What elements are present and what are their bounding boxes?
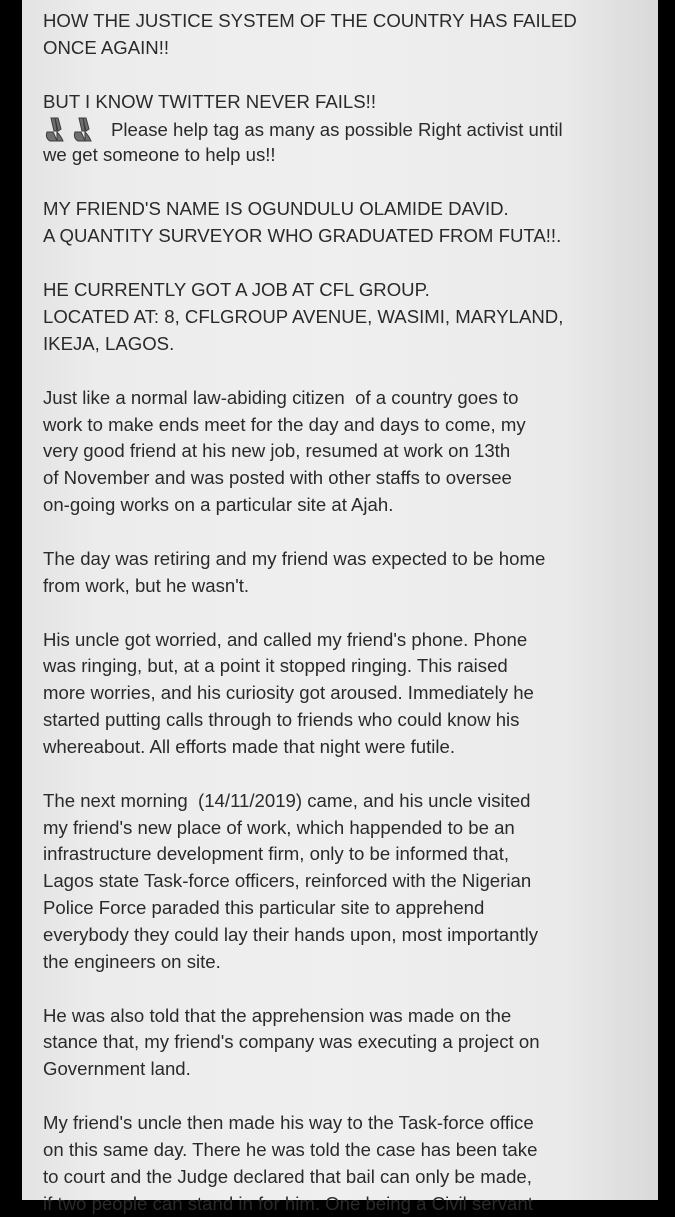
post-line: LOCATED AT: 8, CFLGROUP AVENUE, WASIMI, MARYLAND,: [43, 305, 564, 327]
post-paragraph-9: [43, 1003, 651, 1083]
post-line: Government land.: [43, 1058, 191, 1080]
post-line: Police Force paraded this particular site to apprehend: [43, 897, 485, 919]
post-line: [43, 116, 651, 143]
post-line: Just like a normal law-abiding citizen of a country goes to: [43, 386, 519, 408]
post-line: ONCE AGAIN!!: [43, 36, 170, 58]
post-line: from work, but he wasn't.: [43, 574, 250, 596]
post-paragraph-6: [43, 546, 651, 600]
post-line: we get someone to help us!!: [43, 144, 276, 166]
post-line: MY FRIEND'S NAME IS OGUNDULU OLAMIDE DAVID.: [43, 198, 509, 220]
post-paragraph-2: [43, 89, 651, 169]
post-line: on this same day. There he was told the case has been take: [43, 1138, 538, 1160]
post-line: Lagos state Task-force officers, reinforced with the Nigerian: [43, 870, 532, 892]
folded-hands-icon: [43, 116, 105, 142]
post-text: Please help tag as many as possible Right activist until: [111, 118, 563, 140]
post-line: started putting calls through to friends who could know his: [43, 709, 520, 731]
post-line: infrastructure development firm, only to be informed that,: [43, 843, 510, 865]
post-line: He was also told that the apprehension was made on the: [43, 1004, 512, 1026]
post-line: A QUANTITY SURVEYOR WHO GRADUATED FROM FUTA!!.: [43, 225, 562, 247]
post-screen: [22, 0, 658, 1214]
post-line: everybody they could lay their hands upon, most importantly: [43, 923, 539, 945]
post-body: [43, 8, 651, 1217]
post-line: my friend's new place of work, which happended to be an: [43, 816, 515, 838]
post-line: of November and was posted with other staffs to oversee: [43, 467, 512, 489]
post-line: stance that, my friend's company was executing a project on: [43, 1031, 540, 1053]
post-line: more worries, and his curiosity got aroused. Immediately he: [43, 682, 534, 704]
post-line: The day was retiring and my friend was expected to be home: [43, 547, 546, 569]
post-paragraph-8: [43, 788, 651, 976]
post-line: whereabout. All efforts made that night were futile.: [43, 735, 456, 757]
post-line: His uncle got worried, and called my friend's phone. Phone: [43, 628, 528, 650]
post-line: on-going works on a particular site at Ajah.: [43, 493, 394, 515]
post-line: the engineers on site.: [43, 950, 221, 972]
post-line: HE CURRENTLY GOT A JOB AT CFL GROUP.: [43, 279, 430, 301]
post-line: work to make ends meet for the day and days to come, my: [43, 413, 526, 435]
post-line: My friend's uncle then made his way to the Task-force office: [43, 1112, 534, 1134]
post-line: HOW THE JUSTICE SYSTEM OF THE COUNTRY HAS FAILED: [43, 10, 577, 31]
post-paragraph-4: [43, 277, 651, 357]
post-line: very good friend at his new job, resumed at work on 13th: [43, 440, 511, 462]
post-paragraph-10: [43, 1110, 651, 1217]
post-paragraph-5: [43, 385, 651, 519]
post-line: to court and the Judge declared that bail can only be made,: [43, 1165, 532, 1187]
post-line: IKEJA, LAGOS.: [43, 332, 175, 354]
post-paragraph-3: [43, 196, 651, 250]
post-line: BUT I KNOW TWITTER NEVER FAILS!!: [43, 90, 377, 112]
post-paragraph-7: [43, 627, 651, 761]
post-line: if two people can stand in for him. One being a Civil servant: [43, 1192, 533, 1214]
post-line: was ringing, but, at a point it stopped ringing. This raised: [43, 655, 508, 677]
post-paragraph-1: [43, 8, 651, 62]
post-line: The next morning (14/11/2019) came, and his uncle visited: [43, 789, 531, 811]
